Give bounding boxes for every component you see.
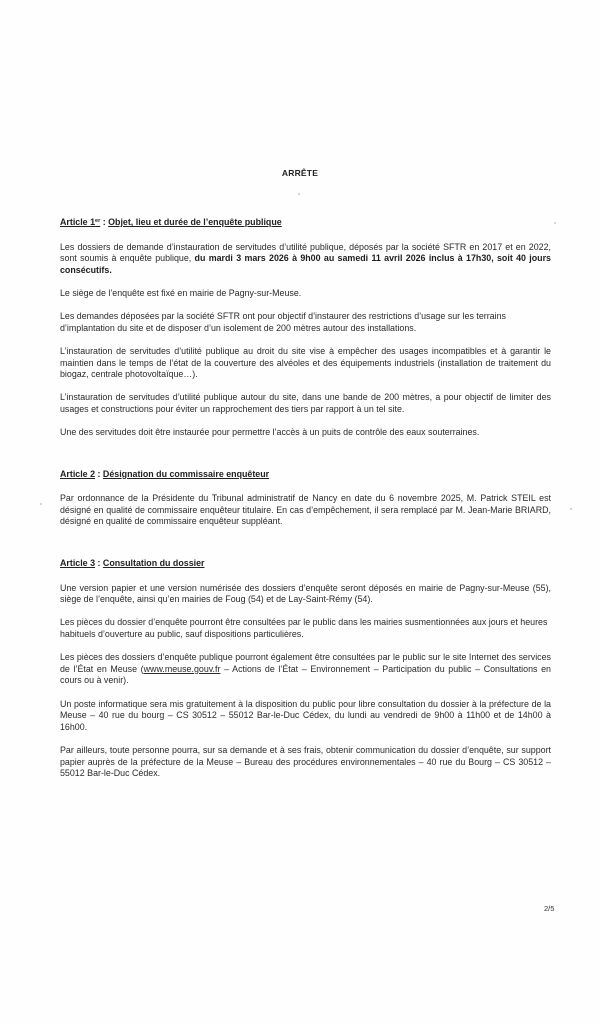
- article-2-heading: [60, 469, 551, 481]
- scan-speck: [554, 222, 556, 224]
- article-3-paragraph-4: Un poste informatique sera mis gratuitement à la disposition du public pour libre consultation du dossier à la préfecture de la Meuse – 40 rue du bourg – CS 30512 – 55012 Bar-le-Duc Cédex, du lundi au vendredi de 9h00 à 11h00 et de 14h00 à 16h00.: [60, 698, 551, 732]
- article-3-paragraph-5: Par ailleurs, toute personne pourra, sur sa demande et à ses frais, obtenir communication du dossier d’enquête, sur support papier auprès de la préfecture de la Meuse – Bureau des procédures environnementales – 40 rue du Bourg – CS 30512 – 55012 Bar-le-Duc Cédex.: [60, 744, 551, 779]
- article-2: [60, 469, 551, 528]
- meuse-website-link[interactable]: www.meuse.gouv.fr: [143, 663, 221, 674]
- article-3-paragraph-3: Les pièces des dossiers d’enquête publique pourront également être consultées par le public sur le site Internet des services de l’État en Meuse (www.meuse.gouv.fr – Actions de l’État – Environnement – Participation du public – Consultations en cours ou à venir).: [60, 652, 551, 686]
- scan-speck: [298, 193, 300, 195]
- page-number: 2/5: [544, 904, 555, 913]
- article-3-paragraph-2: Les pièces du dossier d’enquête pourront être consultées par le public dans les mairies susmentionnées aux jours et heures habituels d’ouverture au public, sauf dispositions particulières.: [60, 617, 548, 640]
- article-1-paragraph-1: Les dossiers de demande d’instauration de servitudes d’utilité publique, déposés par la société SFTR en 2017 et en 2022, sont soumis à enquête publique, du mardi 3 mars 2026 à 9h00 au samedi 11 avril 2026 inclus à 17h30, soit 40 jours consécutifs.: [60, 241, 551, 275]
- article-3-heading: [60, 558, 551, 570]
- article-2-title: Désignation du commissaire enquêteur: [102, 468, 270, 479]
- article-1: [60, 216, 551, 439]
- article-2-label: Article 2: [60, 468, 96, 479]
- scan-speck: [40, 503, 42, 505]
- article-1-label: Article 1er: [60, 217, 101, 227]
- article-2-paragraph-1: Par ordonnance de la Présidente du Tribunal administratif de Nancy en date du 6 novembre 2025, M. Patrick STEIL est désigné en qualité de commissaire enquêteur titulaire. En cas d’empêchement, il sera remplacé par M. Jean-Marie BRIARD, désigné en qualité de commissaire enquêteur suppléant.: [60, 493, 551, 527]
- document-title: ARRÊTE: [281, 168, 319, 178]
- article-1-label-sup: er: [95, 218, 101, 224]
- article-3-paragraph-1: Une version papier et une version numérisée des dossiers d’enquête seront déposés en mairie de Pagny-sur-Meuse (55), siège de l’enquête, ainsi qu’en mairies de Foug (54) et de Lay-Saint-Rémy (54).: [60, 582, 551, 605]
- article-1-paragraph-3: Les demandes déposées par la société SFTR ont pour objectif d’instaurer des restrictions d’usage sur les terrains d’implantation du site et de disposer d’un isolement de 200 mètres autour des installations.: [60, 311, 506, 333]
- article-3-separator: :: [95, 558, 103, 569]
- article-1-paragraph-4: L’instauration de servitudes d’utilité publique au droit du site vise à empêcher des usages incompatibles et à garantir le maintien dans le temps de l’état de la couverture des alvéoles et des équipements industriels (installation de traitement du biogaz, centrale photovoltaïque…).: [60, 345, 551, 380]
- article-1-paragraph-6: Une des servitudes doit être instaurée pour permettre l’accès à un puits de contrôle des eaux souterraines.: [60, 427, 480, 438]
- document-body: [60, 216, 551, 780]
- article-2-separator: :: [95, 468, 103, 479]
- scan-speck: [570, 508, 572, 510]
- article-1-separator: :: [100, 217, 109, 227]
- article-1-paragraph-2: Le siège de l’enquête est fixé en mairie de Pagny-sur-Meuse.: [60, 287, 302, 298]
- article-1-heading: [60, 216, 551, 229]
- enquiry-dates: du mardi 3 mars 2026 à 9h00 au samedi 11 avril 2026 inclus à 17h30, soit 40 jours consécutifs.: [60, 253, 551, 275]
- article-3: [60, 558, 551, 780]
- article-1-title: Objet, lieu et durée de l’enquête publique: [108, 217, 282, 227]
- article-3-label: Article 3: [60, 558, 96, 569]
- article-3-title: Consultation du dossier: [102, 558, 205, 569]
- article-1-paragraph-5: L’instauration de servitudes d’utilité publique autour du site, dans une bande de 200 mètres, a pour objectif de limiter des usages et constructions pour éviter un rapprochement des tiers par rapport à un tel site.: [60, 392, 551, 414]
